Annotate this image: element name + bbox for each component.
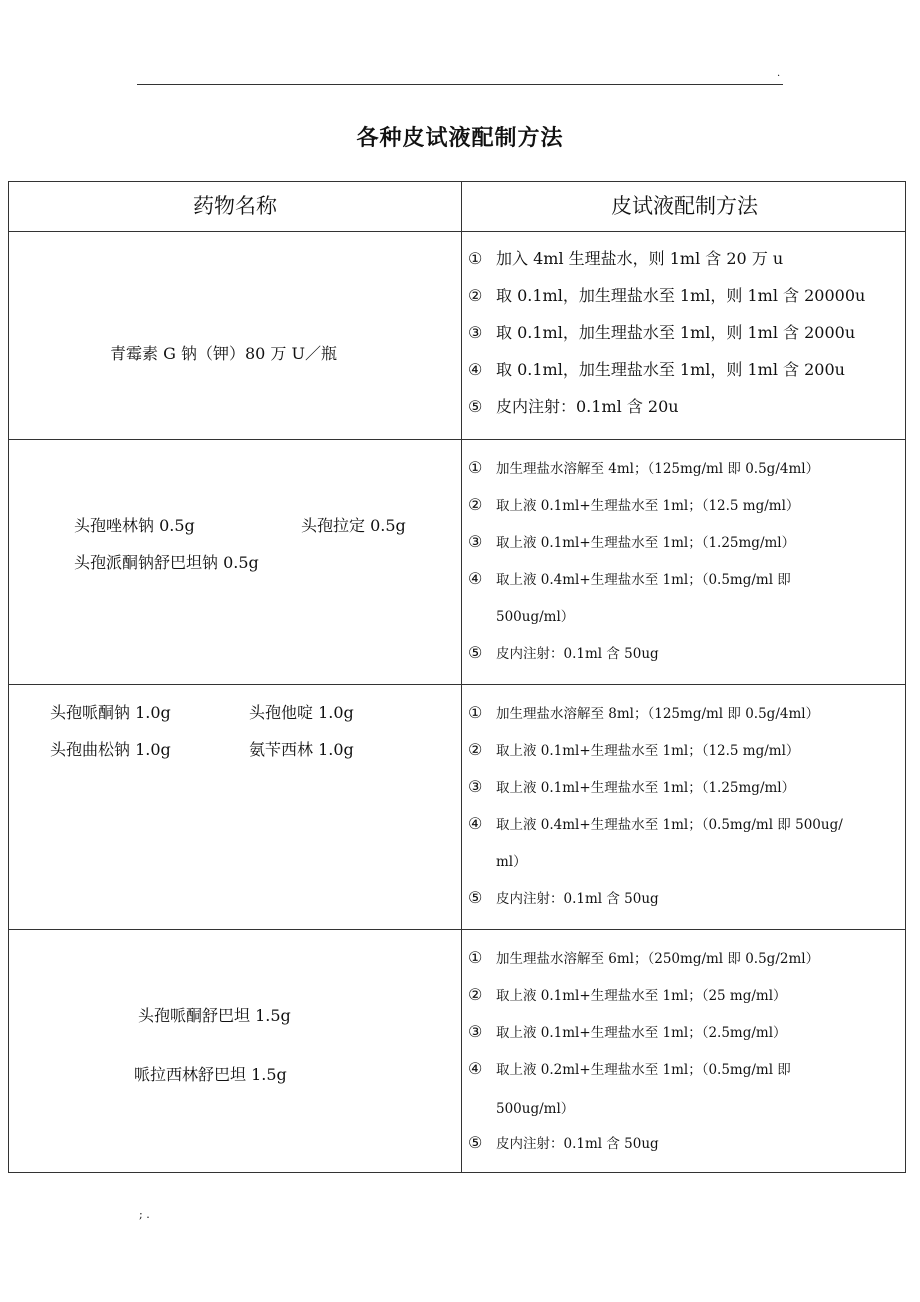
row-divider — [9, 684, 905, 685]
row-divider — [9, 231, 905, 232]
step-number: ③ — [468, 532, 483, 551]
prep-step-continuation — [496, 1097, 574, 1117]
drug-name: 头孢哌酮舒巴坦 1.5g — [138, 1006, 291, 1025]
step-text: 皮内注射：0.1ml 含 50ug — [496, 891, 659, 907]
step-number: ⑤ — [468, 397, 483, 416]
step-number: ② — [468, 985, 483, 1004]
drug-name: 青霉素 G 钠（钾）80 万 U／瓶 — [110, 344, 337, 363]
step-text: 取上液 0.1ml+生理盐水至 1ml；（2.5mg/ml） — [496, 1025, 787, 1041]
step-number: ⑤ — [468, 888, 483, 907]
step-text: 取 0.1ml，加生理盐水至 1ml，则 1ml 含 200u — [496, 360, 845, 379]
step-number: ① — [468, 703, 483, 722]
drug-name: 头孢派酮钠舒巴坦钠 0.5g — [74, 553, 259, 572]
drug-name: 头孢他啶 1.0g — [249, 703, 354, 722]
footer-mark: ; . — [139, 1208, 150, 1221]
drug-name: 氨苄西林 1.0g — [249, 740, 354, 759]
step-number: ④ — [468, 569, 483, 588]
step-text: 取上液 0.1ml+生理盐水至 1ml；（1.25mg/ml） — [496, 780, 796, 796]
step-text: 加生理盐水溶解至 6ml；（250mg/ml 即 0.5g/2ml） — [496, 951, 820, 967]
drug-name: 头孢唑林钠 0.5g — [74, 516, 195, 535]
prep-step — [468, 776, 795, 796]
drug-name: 头孢拉定 0.5g — [301, 516, 406, 535]
step-text: 取上液 0.1ml+生理盐水至 1ml；（25 mg/ml） — [496, 988, 787, 1004]
prep-step — [468, 947, 819, 967]
prep-step — [468, 1021, 787, 1041]
prep-step — [468, 984, 787, 1004]
prep-step — [468, 531, 795, 551]
drug-name: 头孢曲松钠 1.0g — [50, 740, 171, 759]
header-drug-name: 药物名称 — [193, 194, 277, 218]
step-number: ② — [468, 740, 483, 759]
step-text: 加生理盐水溶解至 4ml；（125mg/ml 即 0.5g/4ml） — [496, 461, 820, 477]
prep-step — [468, 246, 783, 269]
step-number: ④ — [468, 1059, 483, 1078]
step-number: ③ — [468, 1022, 483, 1041]
prep-step — [468, 739, 799, 759]
prep-step — [468, 813, 843, 833]
prep-step — [468, 320, 855, 343]
drug-name: 哌拉西林舒巴坦 1.5g — [134, 1065, 287, 1084]
prep-step — [468, 457, 819, 477]
step-text: 500ug/ml） — [496, 1101, 575, 1117]
step-number: ③ — [468, 777, 483, 796]
step-text: 加生理盐水溶解至 8ml；（125mg/ml 即 0.5g/4ml） — [496, 706, 820, 722]
step-text: 取上液 0.4ml+生理盐水至 1ml；（0.5mg/ml 即 500ug/ — [496, 817, 843, 833]
step-text: 皮内注射：0.1ml 含 50ug — [496, 1136, 659, 1152]
step-number: ③ — [468, 323, 483, 342]
step-text: 取上液 0.1ml+生理盐水至 1ml；（12.5 mg/ml） — [496, 743, 800, 759]
step-number: ⑤ — [468, 1133, 483, 1152]
step-number: ⑤ — [468, 643, 483, 662]
step-text: 取上液 0.1ml+生理盐水至 1ml；（12.5 mg/ml） — [496, 498, 800, 514]
step-number: ② — [468, 495, 483, 514]
step-text: 取上液 0.4ml+生理盐水至 1ml；（0.5mg/ml 即 — [496, 572, 791, 588]
column-divider — [461, 182, 462, 1172]
step-number: ① — [468, 458, 483, 477]
step-text: 取上液 0.1ml+生理盐水至 1ml；（1.25mg/ml） — [496, 535, 796, 551]
step-text: 皮内注射：0.1ml 含 50ug — [496, 646, 659, 662]
prep-step — [468, 1132, 659, 1152]
step-text: 取 0.1ml，加生理盐水至 1ml，则 1ml 含 2000u — [496, 323, 856, 342]
prep-step — [468, 887, 659, 907]
step-number: ④ — [468, 814, 483, 833]
row-divider — [9, 439, 905, 440]
prep-step — [468, 568, 791, 588]
header-mark: . — [777, 68, 781, 79]
prep-step — [468, 702, 819, 722]
prep-step — [468, 394, 679, 417]
header-rule — [137, 84, 783, 85]
step-number: ② — [468, 286, 483, 305]
prep-step — [468, 1058, 791, 1078]
step-number: ① — [468, 948, 483, 967]
step-text: 加入 4ml 生理盐水，则 1ml 含 20 万 u — [496, 249, 784, 268]
step-text: 取 0.1ml，加生理盐水至 1ml，则 1ml 含 20000u — [496, 286, 866, 305]
step-text: 皮内注射：0.1ml 含 20u — [496, 397, 679, 416]
prep-step — [468, 357, 845, 380]
step-text: ml） — [496, 854, 527, 870]
step-number: ④ — [468, 360, 483, 379]
drug-name: 头孢哌酮钠 1.0g — [50, 703, 171, 722]
step-text: 取上液 0.2ml+生理盐水至 1ml；（0.5mg/ml 即 — [496, 1062, 791, 1078]
step-number: ① — [468, 249, 483, 268]
prep-step — [468, 494, 799, 514]
prep-step-continuation — [496, 850, 527, 870]
preparation-table — [8, 181, 906, 1173]
step-text: 500ug/ml） — [496, 609, 575, 625]
row-divider — [9, 929, 905, 930]
prep-step — [468, 283, 865, 306]
page-title: 各种皮试液配制方法 — [356, 126, 564, 151]
prep-step — [468, 642, 659, 662]
header-method: 皮试液配制方法 — [611, 194, 758, 218]
prep-step-continuation — [496, 605, 574, 625]
